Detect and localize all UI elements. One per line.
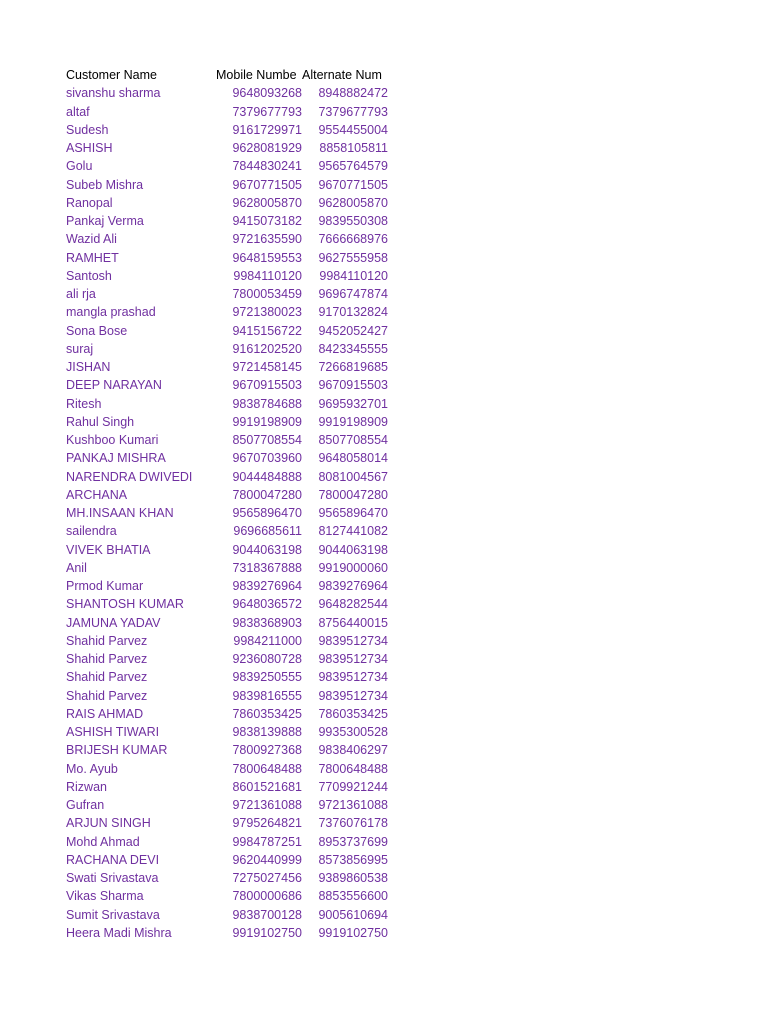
customer-name-cell[interactable]: Mo. Ayub [66,761,118,776]
mobile-number-cell[interactable]: 7844830241 [232,159,302,174]
table-row [66,887,388,905]
customer-name-cell[interactable]: Sona Bose [66,323,128,338]
table-row [66,632,388,650]
customer-name-cell[interactable]: Santosh [66,268,112,283]
customer-name-cell[interactable]: ali rja [66,287,96,301]
mobile-number-cell[interactable]: 9721380023 [232,305,302,320]
mobile-number-cell[interactable]: 7800000686 [232,889,302,904]
mobile-number-cell[interactable]: 7800927368 [232,743,302,758]
customer-name-cell[interactable]: ARJUN SINGH [66,816,151,831]
customer-name-cell[interactable]: Shahid Parvez [66,670,148,685]
mobile-number-cell[interactable]: 9044484888 [232,469,302,484]
customer-name-cell[interactable]: Subeb Mishra [66,177,144,192]
mobile-number-cell[interactable]: 9838139888 [232,725,302,739]
customer-name-cell[interactable]: Shahid Parvez [66,652,148,666]
mobile-number-cell[interactable]: 9161729971 [232,122,302,137]
mobile-number-cell[interactable]: 9628081929 [232,141,302,155]
alternate-number-cell[interactable]: 7709921244 [318,779,388,794]
customer-name-cell[interactable]: Sumit Srivastava [66,907,160,922]
table-row [66,869,388,887]
mobile-number-cell[interactable]: 9415156722 [232,323,302,338]
mobile-number-cell[interactable]: 7800053459 [232,287,302,301]
table-header-row [66,66,388,84]
alternate-number-cell[interactable]: 8953737699 [318,834,388,849]
alternate-number-cell[interactable]: 7266819685 [318,360,388,374]
table-row [66,741,388,759]
table-body [66,84,388,942]
alternate-number-cell[interactable]: 9721361088 [318,798,388,812]
mobile-number-cell[interactable]: 9044063198 [232,542,302,557]
table-row [66,723,388,741]
customer-name-cell[interactable]: JISHAN [66,360,111,374]
table-row [66,84,388,102]
customer-name-cell[interactable]: Gufran [66,798,105,812]
customer-name-cell[interactable]: sivanshu sharma [66,86,161,101]
customer-name-cell[interactable]: Kushboo Kumari [66,433,159,447]
customer-name-cell[interactable]: Shahid Parvez [66,688,148,703]
mobile-number-cell[interactable]: 9984787251 [232,834,302,849]
alternate-number-cell[interactable]: 9696747874 [318,287,388,301]
customer-name-cell[interactable]: RAIS AHMAD [66,706,144,721]
alternate-number-cell[interactable]: 7379677793 [318,104,388,119]
alternate-number-cell[interactable]: 9838406297 [318,743,388,758]
customer-name-cell[interactable]: sailendra [66,524,117,539]
table-row [66,559,388,577]
mobile-number-cell[interactable]: 9838700128 [232,907,302,922]
table-row [66,833,388,851]
alternate-number-cell[interactable]: 9648058014 [318,451,388,466]
table-row [66,778,388,796]
customer-name-cell[interactable]: DEEP NARAYAN [66,378,162,393]
alternate-number-cell[interactable]: 9389860538 [318,871,388,885]
customer-name-cell[interactable]: Rahul Singh [66,414,135,429]
table-row [66,139,388,157]
customer-name-cell[interactable]: MH.INSAAN KHAN [66,506,174,520]
alternate-number-cell[interactable]: 8756440015 [318,615,388,630]
mobile-number-cell[interactable]: 9839816555 [232,688,302,703]
table-row [66,267,388,285]
table-row [66,376,388,394]
customer-name-cell[interactable]: SHANTOSH KUMAR [66,597,184,612]
table-row [66,650,388,668]
table-row [66,595,388,613]
customer-name-cell[interactable]: NARENDRA DWIVEDI [66,469,193,484]
alternate-number-cell[interactable]: 8858105811 [319,141,388,155]
customer-name-cell[interactable]: Mohd Ahmad [66,834,140,849]
alternate-number-cell[interactable]: 9919198909 [318,414,388,429]
table-row [66,194,388,212]
alternate-number-cell[interactable]: 8507708554 [318,433,388,447]
customer-name-cell[interactable]: Ranopal [66,195,113,210]
mobile-number-cell[interactable]: 9670771505 [232,177,302,192]
customer-name-cell[interactable]: Pankaj Verma [66,214,144,228]
alternate-number-cell[interactable]: 9565896470 [318,506,388,520]
table-row [66,230,388,248]
alternate-number-cell[interactable]: 9005610694 [318,907,388,922]
alternate-number-cell[interactable]: 7800047280 [318,487,388,502]
header-alternate-number[interactable]: Alternate Num [302,68,382,82]
table-row [66,541,388,559]
table-row [66,431,388,449]
customer-name-cell[interactable]: Swati Srivastava [66,871,159,885]
mobile-number-cell[interactable]: 7860353425 [232,706,302,721]
customer-name-cell[interactable]: Sudesh [66,122,109,137]
customer-name-cell[interactable]: ASHISH [66,141,113,155]
alternate-number-cell[interactable]: 9984110120 [319,268,388,283]
table-row [66,486,388,504]
mobile-number-cell[interactable]: 9648036572 [232,597,302,612]
mobile-number-cell[interactable]: 9919198909 [232,414,302,429]
customer-table [66,66,388,942]
mobile-number-cell[interactable]: 7379677793 [232,104,302,119]
table-row [66,924,388,942]
customer-name-cell[interactable]: RAMHET [66,250,119,265]
customer-name-cell[interactable]: Shahid Parvez [66,633,148,648]
customer-name-cell[interactable]: PANKAJ MISHRA [66,451,166,466]
customer-name-cell[interactable]: RACHANA DEVI [66,852,160,867]
alternate-number-cell[interactable]: 9839512734 [318,652,388,666]
table-row [66,760,388,778]
mobile-number-cell[interactable]: 9648093268 [232,86,302,101]
mobile-number-cell[interactable]: 9795264821 [232,816,302,831]
customer-name-cell[interactable]: suraj [66,341,94,356]
customer-name-cell[interactable]: Wazid Ali [66,232,117,247]
customer-name-cell[interactable]: ASHISH TIWARI [66,725,160,739]
customer-name-cell[interactable]: JAMUNA YADAV [66,615,161,630]
table-row [66,504,388,522]
alternate-number-cell[interactable]: 9565764579 [318,159,388,174]
alternate-number-cell[interactable]: 8853556600 [318,889,388,904]
mobile-number-cell[interactable]: 9839276964 [232,579,302,593]
alternate-number-cell[interactable]: 9919000060 [318,560,388,575]
customer-name-cell[interactable]: Rizwan [66,779,107,794]
table-row [66,614,388,632]
mobile-number-cell[interactable]: 9628005870 [232,195,302,210]
mobile-number-cell[interactable]: 7275027456 [232,871,302,885]
table-row [66,103,388,121]
alternate-number-cell[interactable]: 9839512734 [318,688,388,703]
alternate-number-cell[interactable]: 9935300528 [318,725,388,739]
alternate-number-cell[interactable]: 9628005870 [318,195,388,210]
alternate-number-cell[interactable]: 9695932701 [318,396,388,411]
customer-name-cell[interactable]: Ritesh [66,396,102,411]
table-row [66,906,388,924]
alternate-number-cell[interactable]: 8081004567 [318,469,388,484]
table-row [66,212,388,230]
table-row [66,522,388,540]
table-row [66,668,388,686]
mobile-number-cell[interactable]: 9984110120 [233,268,302,283]
alternate-number-cell[interactable]: 8573856995 [318,852,388,867]
alternate-number-cell[interactable]: 7860353425 [318,706,388,721]
alternate-number-cell[interactable]: 9452052427 [318,323,388,338]
customer-name-cell[interactable]: ARCHANA [66,487,128,502]
table-row [66,395,388,413]
mobile-number-cell[interactable]: 9565896470 [232,506,302,520]
customer-name-cell[interactable]: Heera Madi Mishra [66,925,172,940]
table-row [66,577,388,595]
customer-name-cell[interactable]: Anil [66,560,87,575]
mobile-number-cell[interactable]: 7800648488 [232,761,302,776]
mobile-number-cell[interactable]: 8507708554 [232,433,302,447]
customer-name-cell[interactable]: Golu [66,159,93,174]
mobile-number-cell[interactable]: 9838784688 [232,396,302,411]
alternate-number-cell[interactable]: 9839512734 [318,670,388,685]
table-row [66,157,388,175]
table-row [66,814,388,832]
mobile-number-cell[interactable]: 9839250555 [232,670,302,685]
mobile-number-cell[interactable]: 9721635590 [232,232,302,247]
table-row [66,249,388,267]
mobile-number-cell[interactable]: 7800047280 [232,487,302,502]
mobile-number-cell[interactable]: 9620440999 [232,852,302,867]
alternate-number-cell[interactable]: 9044063198 [318,542,388,557]
table-row [66,358,388,376]
customer-name-cell[interactable]: altaf [66,104,90,119]
table-row [66,851,388,869]
mobile-number-cell[interactable]: 9919102750 [232,925,302,940]
alternate-number-cell[interactable]: 9839512734 [318,633,388,648]
customer-name-cell[interactable]: mangla prashad [66,305,156,320]
mobile-number-cell[interactable]: 9721458145 [232,360,302,374]
header-customer-name[interactable]: Customer Name [66,68,157,82]
alternate-number-cell[interactable]: 9627555958 [318,250,388,265]
alternate-number-cell[interactable]: 8948882472 [318,86,388,101]
alternate-number-cell[interactable]: 8423345555 [318,341,388,356]
mobile-number-cell[interactable]: 9721361088 [232,798,302,812]
table-row [66,449,388,467]
customer-name-cell[interactable]: Vikas Sharma [66,889,144,904]
alternate-number-cell[interactable]: 9839550308 [318,214,388,228]
alternate-number-cell[interactable]: 7666668976 [318,232,388,247]
mobile-number-cell[interactable]: 7318367888 [232,560,302,575]
alternate-number-cell[interactable]: 9554455004 [318,122,388,137]
customer-name-cell[interactable]: BRIJESH KUMAR [66,743,168,758]
table-row [66,322,388,340]
alternate-number-cell[interactable]: 7800648488 [318,761,388,776]
alternate-number-cell[interactable]: 9170132824 [318,305,388,320]
table-row [66,468,388,486]
alternate-number-cell[interactable]: 9648282544 [318,597,388,612]
alternate-number-cell[interactable]: 9839276964 [318,579,388,593]
alternate-number-cell[interactable]: 9919102750 [318,925,388,940]
mobile-number-cell[interactable]: 9984211000 [233,633,302,648]
mobile-number-cell[interactable]: 9648159553 [232,250,302,265]
table-row [66,303,388,321]
header-mobile-number[interactable]: Mobile Numbe [216,68,297,82]
alternate-number-cell[interactable]: 9670771505 [318,177,388,192]
table-row [66,285,388,303]
customer-name-cell[interactable]: VIVEK BHATIA [66,542,151,557]
mobile-number-cell[interactable]: 9670703960 [232,451,302,466]
mobile-number-cell[interactable]: 9161202520 [232,341,302,356]
mobile-number-cell[interactable]: 9236080728 [232,652,302,666]
table-row [66,340,388,358]
alternate-number-cell[interactable]: 7376076178 [318,816,388,831]
table-row [66,705,388,723]
mobile-number-cell[interactable]: 9696685611 [233,524,302,539]
alternate-number-cell[interactable]: 8127441082 [318,524,388,539]
customer-name-cell[interactable]: Prmod Kumar [66,579,144,593]
mobile-number-cell[interactable]: 9838368903 [232,615,302,630]
mobile-number-cell[interactable]: 8601521681 [232,779,302,794]
mobile-number-cell[interactable]: 9670915503 [232,378,302,393]
table-row [66,687,388,705]
alternate-number-cell[interactable]: 9670915503 [318,378,388,393]
table-row [66,796,388,814]
table-row [66,121,388,139]
mobile-number-cell[interactable]: 9415073182 [232,214,302,228]
table-row [66,413,388,431]
table-row [66,176,388,194]
